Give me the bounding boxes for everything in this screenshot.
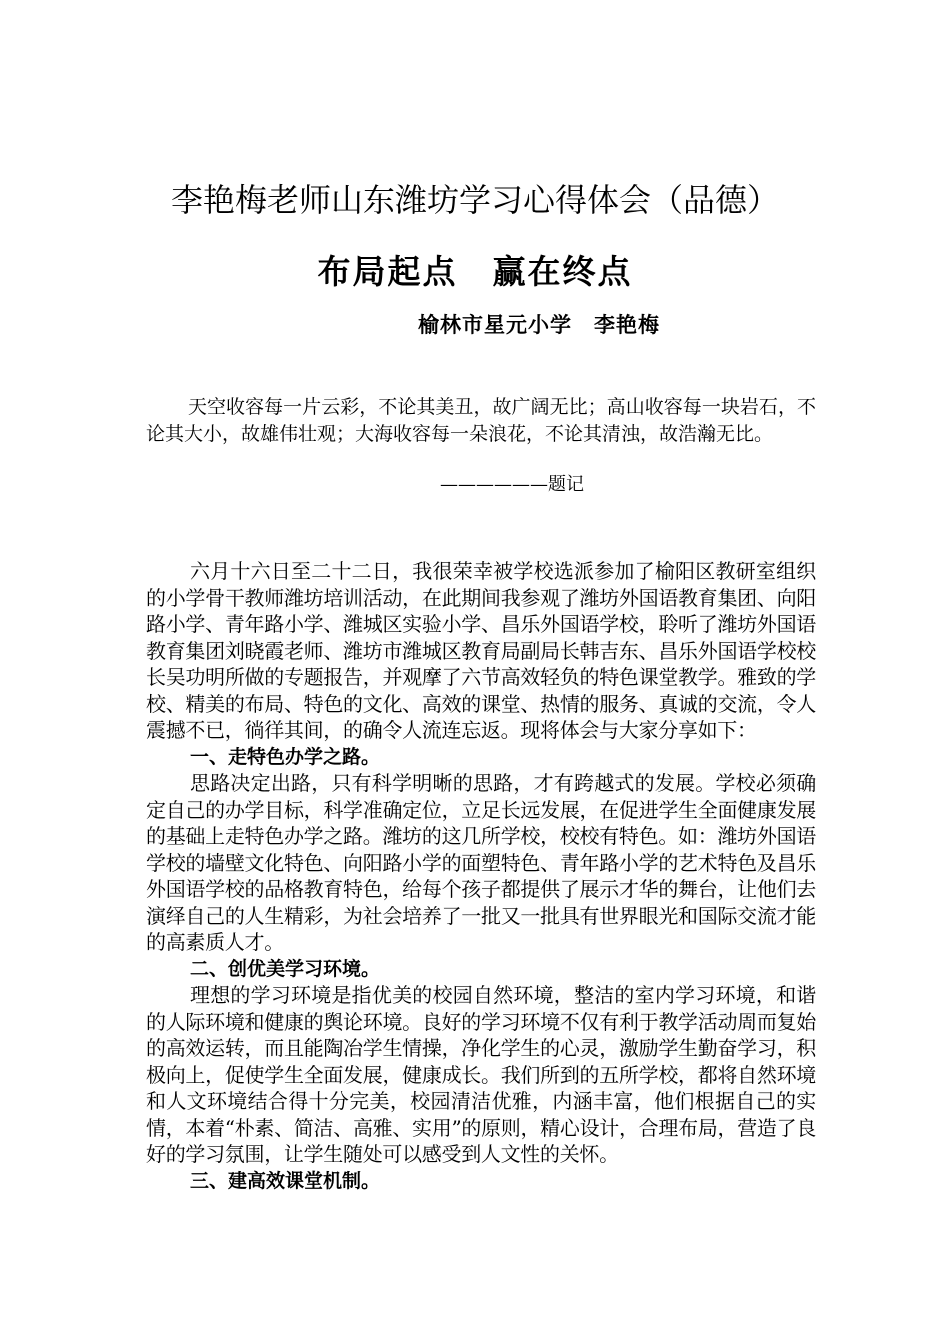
section-heading-2: 二、创优美学习环境。 xyxy=(190,957,381,980)
section-paragraph-2: 理想的学习环境是指优美的校园自然环境，整洁的室内学习环境，和谐的人际环境和健康的舆论环境。良好的学习环境不仅有利于教学活动周而复始的高效运转，而且能陶冶学生情操，净化学生的心灵，激励学生勤奋学习，积极向上，促使学生全面发展，健康成长。我们所到的五所学校，都将自然环境和人文环境结合得十分完美，校园清洁优雅，内涵丰富，他们根据自己的实情，本着“朴素、简洁、高雅、实用”的原则，精心设计，合理布局，营造了良好的学习氛围，让学生随处可以感受到人文性的关怀。 xyxy=(146,983,816,1166)
epigraph-text: 天空收容每一片云彩，不论其美丑，故广阔无比；高山收容每一块岩石，不论其大小，故雄伟壮观；大海收容每一朵浪花，不论其清浊，故浩瀚无比。 xyxy=(146,396,816,445)
epigraph-source: ——————题记 xyxy=(440,474,584,495)
section-paragraph-1: 思路决定出路，只有科学明晰的思路，才有跨越式的发展。学校必须确定自己的办学目标，科学准确定位，立足长远发展，在促进学生全面健康发展的基础上走特色办学之路。潍坊的这几所学校，校校有特色。如：潍坊外国语学校的墙壁文化特色、向阳路小学的面塑特色、青年路小学的艺术特色及昌乐外国语学校的品格教育特色，给每个孩子都提供了展示才华的舞台，让他们去演绎自己的人生精彩，为社会培养了一批又一批具有世界眼光和国际交流才能的高素质人才。 xyxy=(146,771,816,954)
section-heading-3: 三、建高效课堂机制。 xyxy=(190,1169,381,1192)
author-line: 榆林市星元小学 李艳梅 xyxy=(418,312,660,337)
intro-paragraph: 六月十六日至二十二日，我很荣幸被学校选派参加了榆阳区教研室组织的小学骨干教师潍坊培训活动，在此期间我参观了潍坊外国语教育集团、向阳路小学、青年路小学、潍城区实验小学、昌乐外国语学校，聆听了潍坊外国语教育集团刘晓霞老师、潍坊市潍城区教育局副局长韩吉东、昌乐外国语学校校长吴功明所做的专题报告，并观摩了六节高效轻负的特色课堂教学。雅致的学校、精美的布局、特色的文化、高效的课堂、热情的服务、真诚的交流，令人震撼不已，徜徉其间，的确令人流连忘返。现将体会与大家分享如下： xyxy=(146,559,816,742)
section-heading-1: 一、走特色办学之路。 xyxy=(190,745,381,768)
body-text xyxy=(146,558,816,1194)
document-subtitle: 布局起点 赢在终点 xyxy=(317,252,633,291)
document-title: 李艳梅老师山东潍坊学习心得体会（品德） xyxy=(170,181,779,219)
